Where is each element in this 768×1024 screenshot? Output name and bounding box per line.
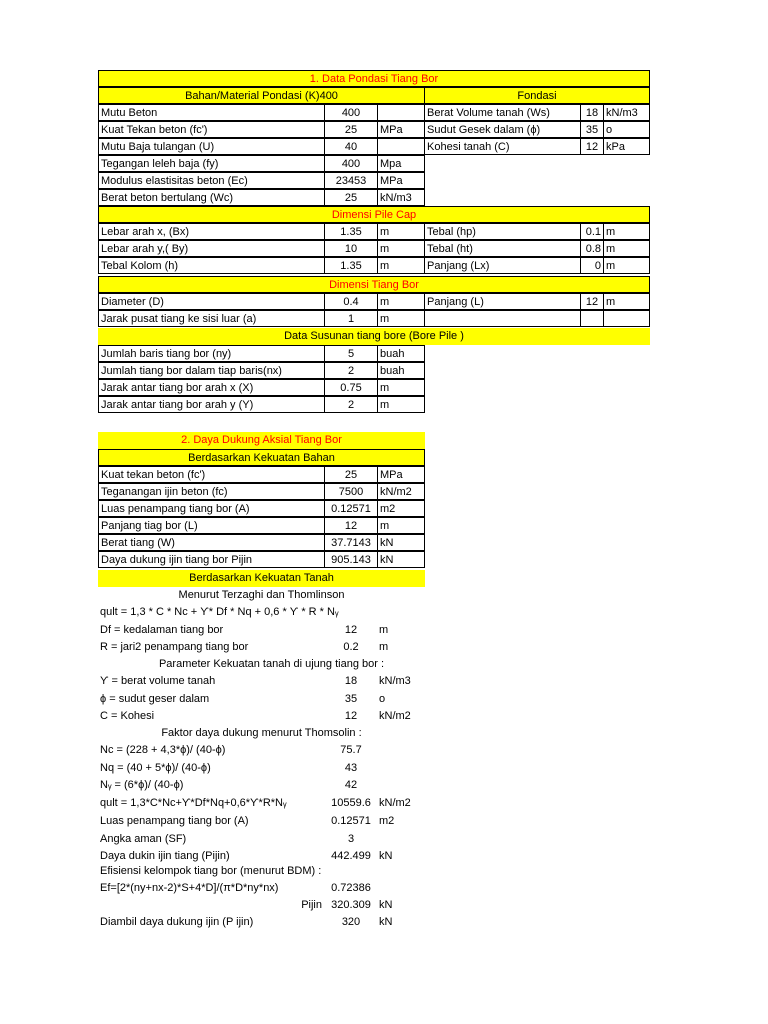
cell-unit[interactable]: kN/m3	[603, 104, 650, 121]
cell-value[interactable]: 1	[324, 310, 378, 327]
text-unit: o	[379, 692, 386, 705]
cell-label[interactable]: Jumlah baris tiang bor (ny)	[98, 345, 325, 362]
cell-unit[interactable]: MPa	[377, 172, 425, 189]
cell-value[interactable]: 0.8	[580, 240, 604, 257]
cell-unit[interactable]: m	[377, 517, 425, 534]
text-unit: m2	[379, 814, 395, 827]
cell-value[interactable]: 2	[324, 362, 378, 379]
header-fondasi[interactable]: Fondasi	[424, 87, 650, 104]
section-subtitle[interactable]: Berdasarkan Kekuatan Tanah	[98, 570, 425, 587]
text-value: 42	[344, 779, 358, 792]
text-label: Pijin	[301, 899, 322, 911]
text-unit	[377, 831, 422, 848]
cell-label[interactable]: Mutu Beton	[98, 104, 325, 121]
text-label: Efisiensi kelompok tiang bor (menurut BDM) :	[100, 865, 322, 877]
cell-label[interactable]: Panjang tiag bor (L)	[98, 517, 325, 534]
cell-unit[interactable]: buah	[377, 362, 425, 379]
cell-value[interactable]: 0	[580, 257, 604, 274]
cell-value[interactable]: 0.75	[324, 379, 378, 396]
cell-unit[interactable]: m	[377, 293, 425, 310]
cell-unit[interactable]: m2	[377, 500, 425, 517]
cell-label[interactable]: Jarak pusat tiang ke sisi luar (a)	[98, 310, 325, 327]
cell-value[interactable]: 18	[580, 104, 604, 121]
text-unit: kN	[379, 850, 393, 863]
cell-value[interactable]: 23453	[324, 172, 378, 189]
cell-unit[interactable]: m	[377, 223, 425, 240]
text-unit: kN/m3	[379, 675, 411, 687]
text-label: Daya dukin ijin tiang (Pijin)	[100, 850, 230, 863]
cell-label[interactable]: Sudut Gesek dalam (ϕ)	[424, 121, 581, 138]
cell-value[interactable]: 25	[324, 189, 378, 206]
cell-label[interactable]: Mutu Baja tulangan (U)	[98, 138, 325, 155]
cell-value[interactable]: 905.143	[324, 551, 378, 568]
cell-label[interactable]: Kohesi tanah (C)	[424, 138, 581, 155]
text-label: Nᵧ = (6*ϕ)/ (40-ϕ)	[100, 779, 184, 792]
cell-label[interactable]: Lebar arah x, (Bx)	[98, 223, 325, 240]
section-subtitle[interactable]: Dimensi Pile Cap	[98, 206, 650, 223]
cell-label[interactable]: Berat beton bertulang (Wc)	[98, 189, 325, 206]
cell-unit[interactable]: kPa	[603, 138, 650, 155]
cell-unit[interactable]: m	[603, 293, 650, 310]
cell-label[interactable]: Berat Volume tanah (Ws)	[424, 104, 581, 121]
cell-label[interactable]: Kuat tekan beton (fc')	[98, 466, 325, 483]
text-label: Df = kedalaman tiang bor	[100, 624, 224, 636]
cell-value[interactable]: 5	[324, 345, 378, 362]
text-unit	[377, 777, 422, 794]
text-value: 18	[344, 675, 358, 687]
text-unit: kN/m2	[379, 710, 411, 722]
cell-value[interactable]: 400	[324, 104, 378, 121]
cell-label[interactable]: Modulus elastisitas beton (Ec)	[98, 172, 325, 189]
cell-value[interactable]: 1.35	[324, 223, 378, 240]
cell-label[interactable]: Panjang (L)	[424, 293, 581, 310]
cell-unit[interactable]: m	[603, 257, 650, 274]
cell-label[interactable]: Panjang (Lx)	[424, 257, 581, 274]
cell-unit[interactable]: buah	[377, 345, 425, 362]
cell-value[interactable]: 35	[580, 121, 604, 138]
text-unit: m	[379, 641, 389, 653]
header-material[interactable]: Bahan/Material Pondasi (K)400	[98, 87, 425, 104]
text-value: 0.72386	[331, 882, 371, 894]
cell-value[interactable]: 7500	[324, 483, 378, 500]
section-subtitle[interactable]: Dimensi Tiang Bor	[98, 276, 650, 293]
text-value: 3	[347, 832, 355, 845]
cell-unit[interactable]: m	[377, 257, 425, 274]
cell-label[interactable]: Tebal Kolom (h)	[98, 257, 325, 274]
cell-unit[interactable]	[377, 104, 425, 121]
cell-label[interactable]: Kuat Tekan beton (fc')	[98, 121, 325, 138]
cell-unit[interactable]: m	[603, 223, 650, 240]
cell-label[interactable]: Luas penampang tiang bor (A)	[98, 500, 325, 517]
text-unit: kN/m2	[379, 797, 411, 810]
cell-label[interactable]: Tebal (ht)	[424, 240, 581, 257]
cell-label[interactable]: Tebal (hp)	[424, 223, 581, 240]
text-value: 0.2	[343, 641, 359, 653]
text-heading: Parameter Kekuatan tanah di ujung tiang bor :	[158, 658, 385, 670]
cell-label[interactable]: Daya dukung ijin tiang bor Pijin	[98, 551, 325, 568]
cell-value[interactable]: 0.12571	[324, 500, 378, 517]
section-title[interactable]: 2. Daya Dukung Aksial Tiang Bor	[98, 432, 425, 449]
cell-value[interactable]: 10	[324, 240, 378, 257]
cell-value[interactable]: 40	[324, 138, 378, 155]
cell-unit[interactable]: kN	[377, 534, 425, 551]
cell-label[interactable]: Jarak antar tiang bor arah y (Y)	[98, 396, 325, 413]
text-label: Diambil daya dukung ijin (P ijin)	[100, 916, 254, 928]
cell-unit[interactable]	[377, 138, 425, 155]
text-label: Luas penampang tiang bor (A)	[100, 814, 249, 827]
cell-value[interactable]: 400	[324, 155, 378, 172]
cell-unit[interactable]: m	[377, 379, 425, 396]
text-value: 10559.6	[331, 797, 371, 810]
cell-label[interactable]: Tegangan leleh baja (fy)	[98, 155, 325, 172]
text-label: qult = 1,3*C*Nc+ϒ*Df*Nq+0,6*ϒ*R*Nᵧ	[100, 797, 287, 810]
cell-unit[interactable]: m	[603, 240, 650, 257]
section-subtitle[interactable]: Data Susunan tiang bore (Bore Pile )	[98, 328, 650, 345]
text-label: Nc = (228 + 4,3*ϕ)/ (40-ϕ)	[100, 744, 226, 756]
cell-empty[interactable]	[580, 310, 604, 327]
text-unit: kN	[379, 916, 393, 928]
cell-unit[interactable]: m	[377, 310, 425, 327]
text-value: 12	[344, 710, 358, 722]
cell-value[interactable]: 1.35	[324, 257, 378, 274]
text-label: Angka aman (SF)	[100, 832, 187, 845]
section-title[interactable]: 1. Data Pondasi Tiang Bor	[98, 70, 650, 87]
text-label: Ef=[2*(ny+nx-2)*S+4*D]/(π*D*ny*nx)	[100, 882, 279, 894]
text-value: 320.309	[331, 899, 371, 911]
cell-empty[interactable]	[603, 310, 650, 327]
text-value: 35	[344, 692, 358, 705]
cell-value[interactable]: 25	[324, 121, 378, 138]
text-unit	[377, 760, 422, 777]
text-heading: Faktor daya dukung menurut Thomsolin :	[161, 727, 362, 739]
cell-unit[interactable]: m	[377, 396, 425, 413]
text-value: 75.7	[340, 744, 362, 756]
formula-text: qult = 1,3 * C * Nc + ϒ* Df * Nq + 0,6 * ϒ * R * Nᵧ	[100, 606, 339, 618]
text-value: 442.499	[331, 850, 371, 863]
cell-value[interactable]: 2	[324, 396, 378, 413]
cell-value[interactable]: 37.7143	[324, 534, 378, 551]
text-label: Nq = (40 + 5*ϕ)/ (40-ϕ)	[100, 761, 211, 774]
text-unit: m	[379, 624, 389, 636]
text-unit: kN	[379, 899, 393, 911]
cell-label[interactable]: Teganangan ijin beton (fc)	[98, 483, 325, 500]
cell-unit[interactable]: kN/m2	[377, 483, 425, 500]
text-unit	[377, 742, 422, 759]
cell-value[interactable]: 12	[324, 517, 378, 534]
cell-unit[interactable]: kN	[377, 551, 425, 568]
cell-unit[interactable]: MPa	[377, 466, 425, 483]
text-value: 320	[341, 916, 361, 928]
cell-unit[interactable]: Mpa	[377, 155, 425, 172]
cell-empty[interactable]	[424, 310, 581, 327]
cell-label[interactable]: Berat tiang (W)	[98, 534, 325, 551]
cell-label[interactable]: Jarak antar tiang bor arah x (X)	[98, 379, 325, 396]
text-label: ϕ = sudut geser dalam	[100, 692, 210, 705]
text-value: 43	[344, 761, 358, 774]
text-label: C = Kohesi	[100, 710, 155, 722]
cell-value[interactable]: 0.4	[324, 293, 378, 310]
cell-value[interactable]: 12	[580, 138, 604, 155]
cell-value[interactable]: 12	[580, 293, 604, 310]
text-value: 0.12571	[331, 814, 371, 827]
cell-label[interactable]: Lebar arah y,( By)	[98, 240, 325, 257]
text-label: R = jari2 penampang tiang bor	[100, 641, 249, 653]
text-heading: Menurut Terzaghi dan Thomlinson	[178, 589, 345, 601]
cell-value[interactable]: 25	[324, 466, 378, 483]
cell-unit[interactable]: m	[377, 240, 425, 257]
cell-label[interactable]: Diameter (D)	[98, 293, 325, 310]
text-value: 12	[344, 624, 358, 636]
section-subtitle[interactable]: Berdasarkan Kekuatan Bahan	[98, 449, 425, 466]
cell-unit[interactable]: kN/m3	[377, 189, 425, 206]
cell-unit[interactable]: o	[603, 121, 650, 138]
cell-unit[interactable]: MPa	[377, 121, 425, 138]
cell-label[interactable]: Jumlah tiang bor dalam tiap baris(nx)	[98, 362, 325, 379]
cell-value[interactable]: 0.1	[580, 223, 604, 240]
text-label: ϒ = berat volume tanah	[100, 675, 216, 687]
